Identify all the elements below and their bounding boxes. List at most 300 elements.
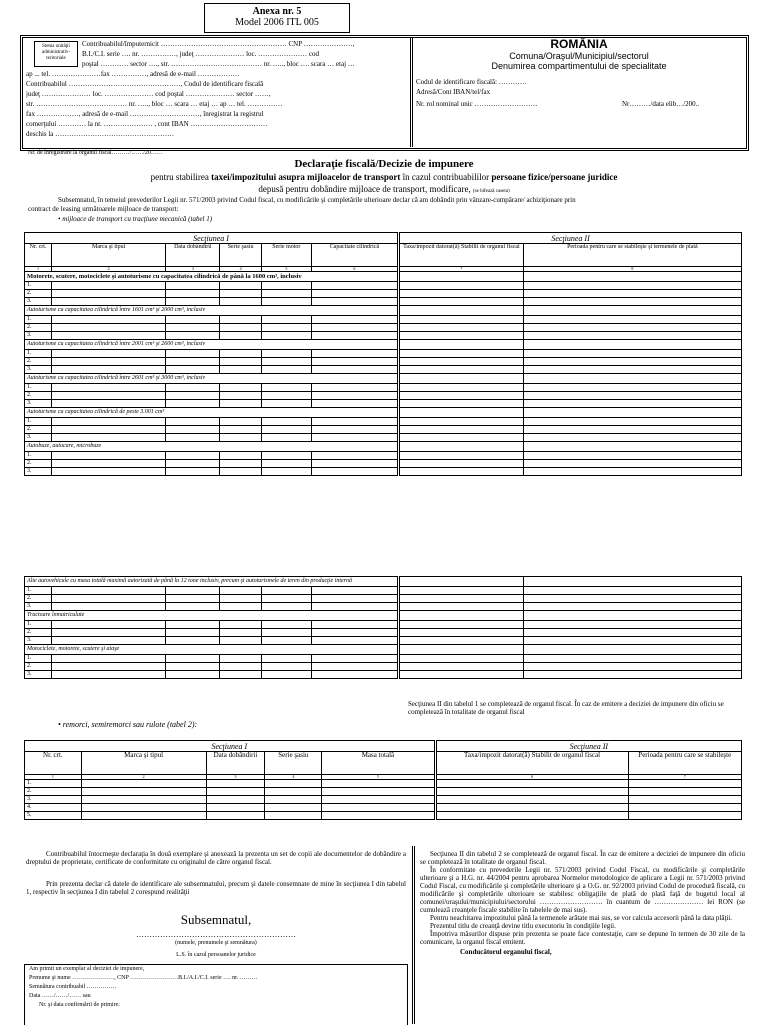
row-number: 1. [25,452,52,460]
input-cell[interactable] [399,332,524,340]
input-cell[interactable] [311,282,398,290]
input-cell[interactable] [220,332,262,340]
input-cell[interactable] [220,468,262,476]
input-cell[interactable] [166,629,220,637]
input-cell[interactable] [81,804,206,812]
input-cell[interactable] [52,332,166,340]
input-cell[interactable] [52,324,166,332]
footer-right [420,850,745,956]
input-cell[interactable] [220,595,262,603]
input-cell[interactable] [206,812,265,820]
column-number: 6 [311,267,398,272]
input-cell[interactable] [399,655,524,663]
column-header: Capacitate cilindrică [311,244,398,267]
input-cell[interactable] [399,671,524,679]
input-cell[interactable] [220,603,262,611]
input-cell[interactable] [523,460,741,468]
input-cell[interactable] [311,460,398,468]
input-cell[interactable] [399,629,524,637]
input-cell[interactable] [52,655,166,663]
input-cell[interactable] [166,282,220,290]
input-cell[interactable] [261,603,311,611]
input-cell[interactable] [52,434,166,442]
input-cell[interactable] [261,637,311,645]
input-cell[interactable] [261,587,311,595]
table-row [25,603,742,611]
input-cell[interactable] [399,426,524,434]
taxpayer-line: ap ... tel. …………………fax ……………, adresă de e-mail ……………… [26,70,240,78]
input-cell[interactable] [52,418,166,426]
input-cell[interactable] [220,587,262,595]
input-cell[interactable] [81,788,206,796]
input-cell[interactable] [52,358,166,366]
input-cell[interactable] [52,366,166,374]
input-cell[interactable] [220,629,262,637]
input-cell[interactable] [261,629,311,637]
row-number: 5. [25,812,82,820]
table-row [25,796,742,804]
taxpayer-line: deschis la …………………………………………… [26,130,175,138]
taxpayer-line: fax ………………, adresă de e-mail …………………………, înregistrat la registrul [26,110,264,118]
taxpayer-line: str. ………………………………… nr. ….., bloc … scara … etaj … ap … tel. …………… [26,100,283,108]
input-cell[interactable] [52,663,166,671]
input-cell[interactable] [523,426,741,434]
table-row [25,290,742,298]
table-row [25,452,742,460]
input-cell[interactable] [265,788,322,796]
input-cell[interactable] [311,637,398,645]
input-cell[interactable] [523,358,741,366]
row-number: 3. [25,468,52,476]
input-cell[interactable] [166,595,220,603]
input-cell[interactable] [435,796,628,804]
row-number: 3. [25,671,52,679]
input-cell[interactable] [220,392,262,400]
input-cell[interactable] [220,366,262,374]
table-row [25,655,742,663]
row-number: 1. [25,780,82,788]
input-cell[interactable] [523,671,741,679]
issue-number: Nr………/data elib…/200.. [622,100,700,108]
input-cell[interactable] [311,595,398,603]
input-cell[interactable] [220,621,262,629]
input-cell[interactable] [435,812,628,820]
input-cell[interactable] [311,671,398,679]
row-number: 3. [25,400,52,408]
annex-box [204,3,350,33]
input-cell[interactable] [399,400,524,408]
input-cell[interactable] [166,434,220,442]
input-cell[interactable] [166,663,220,671]
column-number: 2 [52,267,166,272]
input-cell[interactable] [261,595,311,603]
input-cell[interactable] [523,384,741,392]
column-number: 4 [220,267,262,272]
input-cell[interactable] [166,350,220,358]
input-cell[interactable] [322,788,435,796]
input-cell[interactable] [523,324,741,332]
t2-section-1-header: Secţiunea I [25,741,436,752]
input-cell[interactable] [261,282,311,290]
input-cell[interactable] [523,332,741,340]
annex-model: Model 2006 ITL 005 [235,17,319,28]
input-cell[interactable] [322,812,435,820]
input-cell[interactable] [166,603,220,611]
input-cell[interactable] [166,366,220,374]
input-cell[interactable] [311,358,398,366]
input-cell[interactable] [220,434,262,442]
t2-column-header: Serie şasiu [265,752,322,775]
category-row: Autoturisme cu capacitatea cilindrică între 2001 cm³ şi 2600 cm³, inclusiv [25,340,399,350]
input-cell[interactable] [523,400,741,408]
input-cell[interactable] [52,392,166,400]
t2-column-number: 2 [81,775,206,780]
table-row [25,587,742,595]
input-cell[interactable] [399,587,524,595]
input-cell[interactable] [81,796,206,804]
input-cell[interactable] [261,366,311,374]
input-cell[interactable] [220,350,262,358]
input-cell[interactable] [399,392,524,400]
input-cell[interactable] [399,290,524,298]
input-cell[interactable] [166,671,220,679]
input-cell[interactable] [311,384,398,392]
input-cell[interactable] [220,316,262,324]
input-cell[interactable] [435,780,628,788]
category-row: Autoturisme cu capacitatea cilindrică de peste 3.001 cm³ [25,408,399,418]
input-cell[interactable] [311,629,398,637]
input-cell[interactable] [399,282,524,290]
column-header: Perioada pentru care se stabileşte şi termenele de plată [523,244,741,267]
input-cell[interactable] [166,358,220,366]
input-cell[interactable] [261,392,311,400]
signature-note: (numele, prenumele şi semnătura) [175,940,257,946]
row-number: 2. [25,358,52,366]
table-row [25,434,742,442]
input-cell[interactable] [523,603,741,611]
fiscal-head-label: Conducătorul organului fiscal, [460,948,552,956]
input-cell[interactable] [261,621,311,629]
input-cell[interactable] [220,418,262,426]
input-cell[interactable] [261,350,311,358]
input-cell[interactable] [399,366,524,374]
input-cell[interactable] [523,298,741,306]
row-number: 1. [25,316,52,324]
input-cell[interactable] [220,400,262,408]
input-cell[interactable] [166,324,220,332]
input-cell[interactable] [261,460,311,468]
input-cell[interactable] [311,655,398,663]
page-title: Declaraţie fiscală/Decizie de impunere [294,158,474,170]
t2-column-header: Marca şi tipul [81,752,206,775]
input-cell[interactable] [628,804,742,812]
input-cell[interactable] [628,788,742,796]
table-row [25,316,742,324]
input-cell[interactable] [52,468,166,476]
input-cell[interactable] [322,780,435,788]
input-cell[interactable] [166,400,220,408]
input-cell[interactable] [399,460,524,468]
input-cell[interactable] [265,804,322,812]
category-row: Motorete, scutere, motociclete şi autoturisme cu capacitatea cilindrică de până la 1600 cm³, inclusiv [25,272,399,282]
t2-column-number: 6 [435,775,628,780]
input-cell[interactable] [166,316,220,324]
input-cell[interactable] [52,452,166,460]
input-cell[interactable] [399,298,524,306]
input-cell[interactable] [322,796,435,804]
input-cell[interactable] [166,655,220,663]
input-cell[interactable] [523,637,741,645]
input-cell[interactable] [523,316,741,324]
table-row [25,629,742,637]
input-cell[interactable] [523,418,741,426]
t2-column-number: 1 [25,775,82,780]
input-cell[interactable] [523,282,741,290]
input-cell[interactable] [261,290,311,298]
input-cell[interactable] [166,460,220,468]
input-cell[interactable] [399,418,524,426]
input-cell[interactable] [166,392,220,400]
input-cell[interactable] [220,637,262,645]
input-cell[interactable] [261,655,311,663]
input-cell[interactable] [261,468,311,476]
input-cell[interactable] [265,812,322,820]
input-cell[interactable] [166,426,220,434]
table-row [25,637,742,645]
table-row [25,350,742,358]
input-cell[interactable] [52,637,166,645]
taxpayer-line: Contribuabilul/împuternicit ……………………………………………… CNP …………………, [82,40,355,48]
input-cell[interactable] [52,298,166,306]
input-cell[interactable] [265,796,322,804]
input-cell[interactable] [220,324,262,332]
trailer-table [24,740,742,820]
input-cell[interactable] [220,358,262,366]
input-cell[interactable] [523,629,741,637]
input-cell[interactable] [206,780,265,788]
receipt-line3: Data ……/……/…… sau [29,993,91,999]
t2-column-number: 7 [628,775,742,780]
input-cell[interactable] [52,426,166,434]
input-cell[interactable] [311,426,398,434]
input-cell[interactable] [166,621,220,629]
input-cell[interactable] [311,290,398,298]
input-cell[interactable] [523,350,741,358]
input-cell[interactable] [399,621,524,629]
input-cell[interactable] [261,316,311,324]
table-row [25,788,742,796]
input-cell[interactable] [52,460,166,468]
input-cell[interactable] [523,434,741,442]
input-cell[interactable] [261,400,311,408]
t2-column-number: 3 [206,775,265,780]
input-cell[interactable] [52,316,166,324]
table-row [25,400,742,408]
input-cell[interactable] [206,796,265,804]
footer-right-p5: Împotriva măsurilor dispuse prin prezenta se poate face contestaţie, care se depune în termen de 30 zile de la comunicare, la organul fiscal emitent. [420,930,745,946]
input-cell[interactable] [166,298,220,306]
input-cell[interactable] [81,812,206,820]
input-cell[interactable] [523,290,741,298]
input-cell[interactable] [166,418,220,426]
input-cell[interactable] [261,663,311,671]
input-cell[interactable] [220,452,262,460]
input-cell[interactable] [311,316,398,324]
input-cell[interactable] [399,324,524,332]
input-cell[interactable] [311,324,398,332]
input-cell[interactable] [261,324,311,332]
input-cell[interactable] [311,663,398,671]
input-cell[interactable] [628,812,742,820]
input-cell[interactable] [311,621,398,629]
t2-column-header: Nr. crt. [25,752,82,775]
input-cell[interactable] [166,587,220,595]
input-cell[interactable] [311,468,398,476]
row-number: 1. [25,418,52,426]
input-cell[interactable] [220,663,262,671]
input-cell[interactable] [523,663,741,671]
input-cell[interactable] [261,384,311,392]
row-number: 3. [25,796,82,804]
column-header: Serie motor [261,244,311,267]
t2-column-header: Perioada pentru care se stabileşte [628,752,742,775]
input-cell[interactable] [220,298,262,306]
intro-line1: Subsemnatul, în temeiul prevederilor Legii nr. 571/2003 privind Codul fiscal, cu modificările şi completările ulterioare declar că am dobândit prin vânzare-cumpărare/ achiziţionare prin [58,196,576,204]
input-cell[interactable] [261,332,311,340]
input-cell[interactable] [322,804,435,812]
input-cell[interactable] [220,460,262,468]
row-number: 2. [25,629,52,637]
input-cell[interactable] [628,780,742,788]
table-row [25,324,742,332]
input-cell[interactable] [399,468,524,476]
input-cell[interactable] [220,655,262,663]
input-cell[interactable] [399,350,524,358]
input-cell[interactable] [628,796,742,804]
nominal-role: Nr. rol nominal unic ……………………… [416,100,538,108]
input-cell[interactable] [52,400,166,408]
input-cell[interactable] [166,290,220,298]
vehicle-table [24,576,742,679]
input-cell[interactable] [52,595,166,603]
row-number: 2. [25,324,52,332]
input-cell[interactable] [523,587,741,595]
input-cell[interactable] [311,332,398,340]
input-cell[interactable] [435,788,628,796]
input-cell[interactable] [311,298,398,306]
input-cell[interactable] [523,366,741,374]
input-cell[interactable] [311,350,398,358]
input-cell[interactable] [81,780,206,788]
input-cell[interactable] [311,603,398,611]
input-cell[interactable] [399,316,524,324]
row-number: 2. [25,392,52,400]
input-cell[interactable] [311,418,398,426]
input-cell[interactable] [220,384,262,392]
input-cell[interactable] [399,595,524,603]
input-cell[interactable] [166,384,220,392]
input-cell[interactable] [206,788,265,796]
input-cell[interactable] [311,366,398,374]
input-cell[interactable] [523,392,741,400]
input-cell[interactable] [261,418,311,426]
input-cell[interactable] [523,468,741,476]
input-cell[interactable] [311,400,398,408]
receipt-line1: Prenume şi nume …………………, CNP ……………………B.I./A.I./C.I. serie …. nr. ……… [29,975,258,981]
taxpayer-info [26,40,406,140]
input-cell[interactable] [399,637,524,645]
input-cell[interactable] [399,603,524,611]
input-cell[interactable] [523,452,741,460]
column-number: 5 [261,267,311,272]
input-cell[interactable] [399,358,524,366]
input-cell[interactable] [166,468,220,476]
t2-column-header: Masa totală [322,752,435,775]
input-cell[interactable] [52,384,166,392]
input-cell[interactable] [220,426,262,434]
category-row: Alte autovehicule cu masa totală maximă autorizată de până la 12 tone inclusiv, precum şi autoturismele de teren din producţie internă [25,577,399,587]
input-cell[interactable] [399,452,524,460]
input-cell[interactable] [523,621,741,629]
input-cell[interactable] [261,452,311,460]
table-row [25,392,742,400]
input-cell[interactable] [166,452,220,460]
input-cell[interactable] [52,621,166,629]
input-cell[interactable] [523,655,741,663]
input-cell[interactable] [52,350,166,358]
table-row [25,468,742,476]
input-cell[interactable] [265,780,322,788]
input-cell[interactable] [52,282,166,290]
input-cell[interactable] [52,671,166,679]
input-cell[interactable] [261,671,311,679]
input-cell[interactable] [311,392,398,400]
input-cell[interactable] [52,290,166,298]
input-cell[interactable] [166,332,220,340]
table-row [25,621,742,629]
input-cell[interactable] [435,804,628,812]
input-cell[interactable] [261,434,311,442]
input-cell[interactable] [399,434,524,442]
table-row [25,358,742,366]
input-cell[interactable] [220,671,262,679]
input-cell[interactable] [311,452,398,460]
table-row [25,812,742,820]
input-cell[interactable] [166,637,220,645]
column-number: 3 [166,267,220,272]
input-cell[interactable] [311,434,398,442]
input-cell[interactable] [399,384,524,392]
column-header: Serie şasiu [220,244,262,267]
input-cell[interactable] [206,804,265,812]
table-row [25,663,742,671]
row-number: 3. [25,332,52,340]
input-cell[interactable] [523,595,741,603]
input-cell[interactable] [261,426,311,434]
input-cell[interactable] [52,603,166,611]
intro-line2: contract de leasing următoarele mijloace de transport: [28,205,179,213]
input-cell[interactable] [220,282,262,290]
input-cell[interactable] [220,290,262,298]
receipt-title: Am primit un exemplar al deciziei de impunere, [29,966,145,972]
input-cell[interactable] [399,663,524,671]
row-number: 3. [25,637,52,645]
input-cell[interactable] [261,298,311,306]
input-cell[interactable] [52,587,166,595]
input-cell[interactable] [52,629,166,637]
input-cell[interactable] [311,587,398,595]
input-cell[interactable] [261,358,311,366]
